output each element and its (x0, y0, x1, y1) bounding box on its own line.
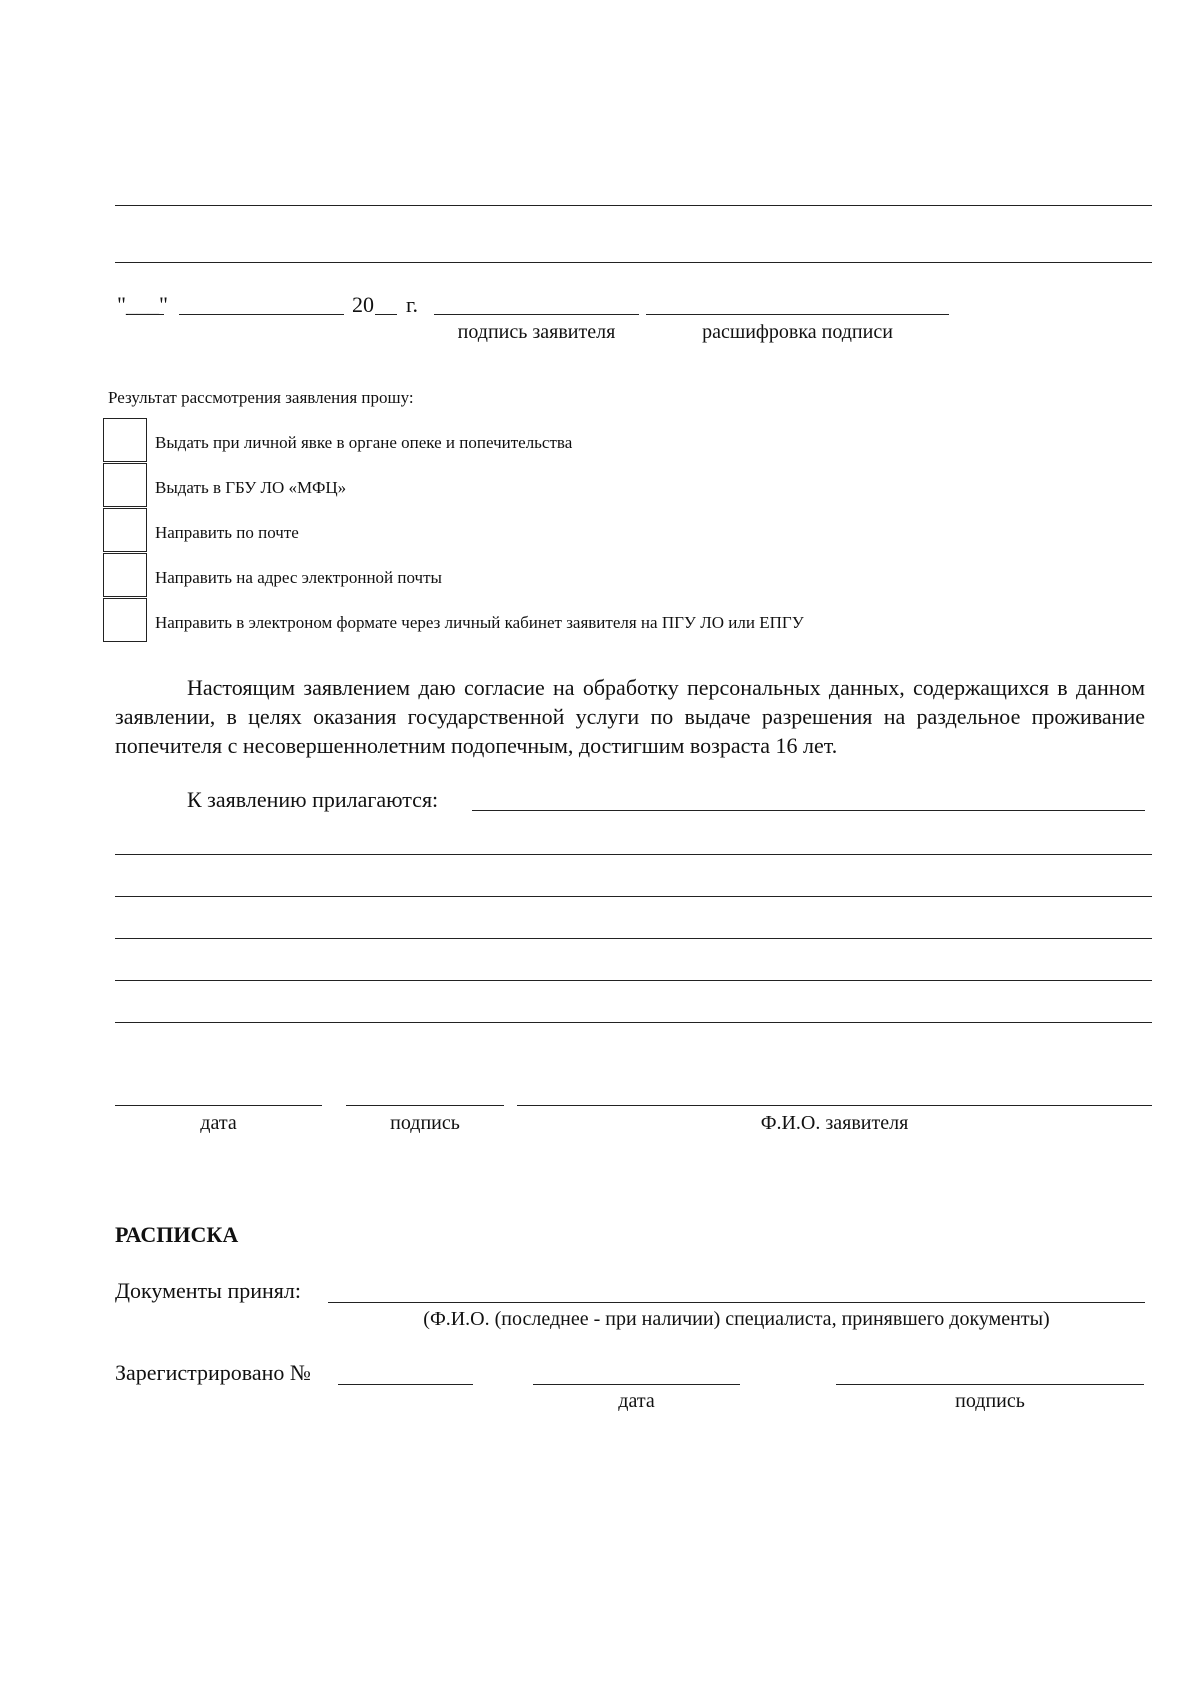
result-heading: Результат рассмотрения заявления прошу: (108, 388, 414, 407)
year-blank[interactable] (375, 314, 397, 315)
option-label-mfc: Выдать в ГБУ ЛО «МФЦ» (155, 478, 347, 497)
option-checkbox-mfc[interactable] (103, 463, 147, 507)
date-month-blank[interactable] (179, 314, 344, 315)
option-checkbox-online[interactable] (103, 598, 147, 642)
accepted-hint: (Ф.И.О. (последнее - при наличии) специалиста, принявшего документы) (423, 1308, 1050, 1330)
consent-paragraph (115, 673, 1145, 760)
signature-decryption-blank[interactable] (646, 314, 949, 315)
attachments-label: К заявлению прилагаются: (187, 787, 439, 812)
registration-signature-label: подпись (955, 1390, 1025, 1412)
option-checkbox-in-person[interactable] (103, 418, 147, 462)
receipt-title: РАСПИСКА (115, 1222, 239, 1247)
attachments-blank[interactable] (472, 810, 1145, 811)
option-label-in-person: Выдать при личной явке в органе опеке и попечительства (155, 433, 573, 452)
signature-decryption-label: расшифровка подписи (702, 321, 893, 343)
year-prefix: 20 (352, 292, 374, 317)
registration-date-label: дата (618, 1390, 655, 1412)
blank-line[interactable] (115, 262, 1152, 263)
date-day-blank[interactable] (128, 314, 164, 315)
footer-date-blank[interactable] (115, 1105, 322, 1106)
option-checkbox-email[interactable] (103, 553, 147, 597)
attachments-blank[interactable] (115, 1022, 1152, 1023)
footer-date-label: дата (200, 1112, 237, 1134)
footer-signature-label: подпись (390, 1112, 460, 1134)
date-quote: "___" (117, 292, 168, 317)
footer-name-label: Ф.И.О. заявителя (760, 1112, 909, 1134)
applicant-signature-blank[interactable] (434, 314, 639, 315)
registration-signature-blank[interactable] (836, 1384, 1144, 1385)
option-checkbox-post[interactable] (103, 508, 147, 552)
option-label-online: Направить в электроном формате через личный кабинет заявителя на ПГУ ЛО или ЕПГУ (155, 613, 804, 632)
consent-text: Настоящим заявлением даю согласие на обработку персональных данных, содержащихся в данном заявлении, в целях оказания государственной услуги по выдаче разрешения на раздельное проживание попечителя с несовершеннолетним подопечным, достигшим возраста 16 лет. (115, 675, 1145, 758)
footer-signature-blank[interactable] (346, 1105, 504, 1106)
registration-number-blank[interactable] (338, 1384, 473, 1385)
attachments-blank[interactable] (115, 854, 1152, 855)
attachments-blank[interactable] (115, 980, 1152, 981)
accepted-label: Документы принял: (115, 1278, 301, 1303)
accepted-by-blank[interactable] (328, 1302, 1145, 1303)
option-label-email: Направить на адрес электронной почты (155, 568, 442, 587)
blank-line[interactable] (115, 205, 1152, 206)
attachments-blank[interactable] (115, 938, 1152, 939)
option-label-post: Направить по почте (155, 523, 299, 542)
applicant-signature-label: подпись заявителя (457, 321, 616, 343)
footer-name-blank[interactable] (517, 1105, 1152, 1106)
attachments-blank[interactable] (115, 896, 1152, 897)
year-suffix: г. (406, 292, 419, 317)
registration-date-blank[interactable] (533, 1384, 740, 1385)
registered-label: Зарегистрировано № (115, 1360, 311, 1385)
